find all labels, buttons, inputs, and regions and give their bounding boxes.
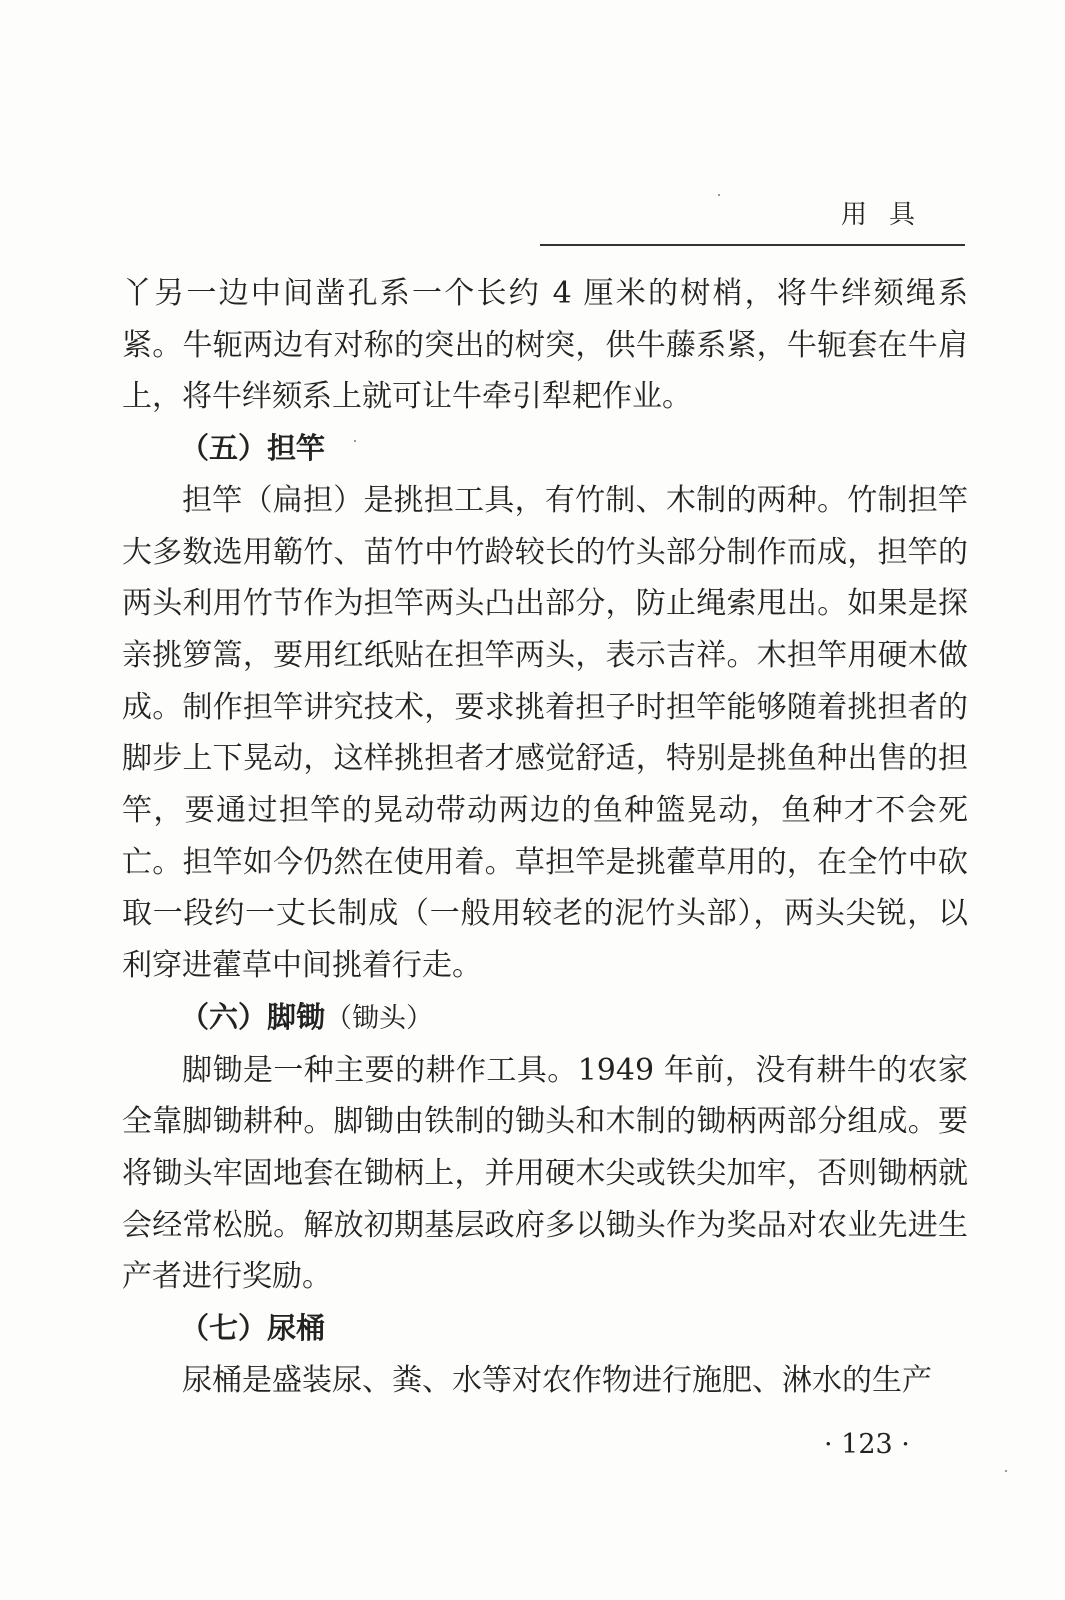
section-heading-5-title: （五）担竿 [180, 431, 326, 466]
section-heading-6-note: （锄头） [325, 1002, 434, 1034]
section-heading-6-title: （六）脚锄 [180, 999, 326, 1034]
page-number: · 123 · [824, 1429, 910, 1460]
running-head [540, 198, 965, 246]
paragraph-continuation: 丫另一边中间凿孔系一个长约 4 厘米的树梢，将牛绊颏绳系紧。牛轭两边有对称的突出的树突，供牛藤系紧，牛轭套在牛肩上，将牛绊颏系上就可让牛牵引犁耙作业。 [122, 276, 968, 415]
scan-speck [354, 440, 356, 442]
body-text [122, 268, 968, 1406]
section-heading-7-title: （七）尿桶 [180, 1311, 326, 1346]
paragraph-manure-bucket: 尿桶是盛装尿、粪、水等对农作物进行施肥、淋水的生产 [182, 1362, 932, 1398]
running-head-title: 用具 [840, 200, 937, 230]
paragraph-hoe: 脚锄是一种主要的耕作工具。1949 年前，没有耕牛的农家全靠脚锄耕种。脚锄由铁制的锄头和木制的锄柄两部分组成。要将锄头牢固地套在锄柄上，并用硬木尖或铁尖加牢，否则锄柄就会经常松脱。解放初期基层政府多以锄头作为奖品对农业先进生产者进行奖励。 [122, 1052, 968, 1295]
scan-speck [1005, 1470, 1007, 1472]
paragraph-shoulder-pole: 担竿（扁担）是挑担工具，有竹制、木制的两种。竹制担竿大多数选用簕竹、苗竹中竹龄较长的竹头部分制作而成，担竿的两头利用竹节作为担竿两头凸出部分，防止绳索甩出。如果是探亲挑箩篙，要用红纸贴在担竿两头，表示吉祥。木担竿用硬木做成。制作担竿讲究技术，要求挑着担子时担竿能够随着挑担者的脚步上下晃动，这样挑担者才感觉舒适，特别是挑鱼种出售的担竿，要通过担竿的晃动带动两边的鱼种篮晃动，鱼种才不会死亡。担竿如今仍然在使用着。草担竿是挑藿草用的，在全竹中砍取一段约一丈长制成（一般用较老的泥竹头部），两头尖锐，以利穿进藿草中间挑着行走。 [122, 482, 968, 984]
section-heading-5 [122, 423, 968, 475]
section-heading-6 [122, 992, 968, 1045]
section-heading-7 [122, 1303, 968, 1355]
scan-speck [718, 194, 720, 196]
